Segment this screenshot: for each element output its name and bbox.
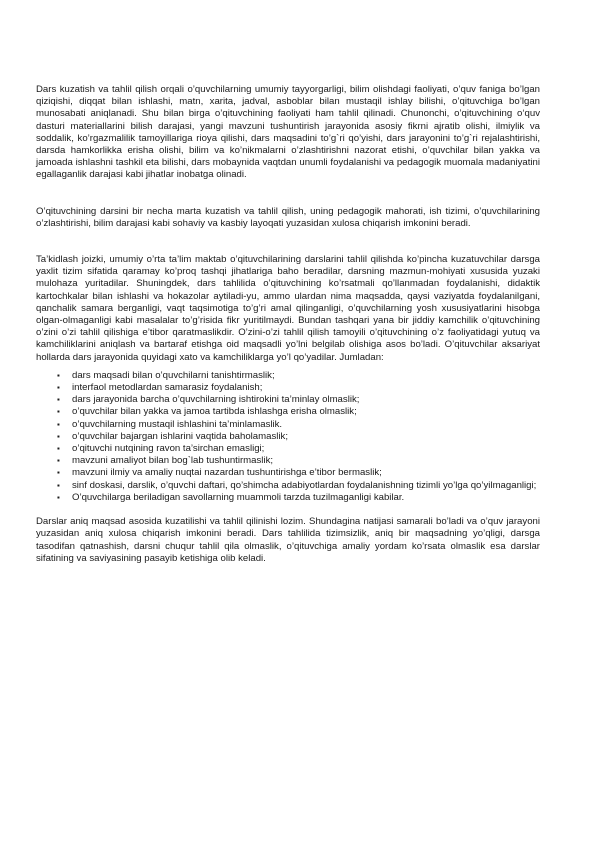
list-item-text: dars maqsadi bilan o’quvchilarni tanishtirmaslik; — [72, 369, 275, 381]
paragraph-spacer — [36, 230, 540, 254]
document-page — [36, 84, 540, 565]
paragraph-1: Dars kuzatish va tahlil qilish orqali o’quvchilarning umumiy tayyorgarligi, bilim olishdagi faoliyati, o’quv faniga bo’lgan qiziqishi, diqqat bilan ishlashi, matn, xarita, jadval, asboblar bilan mustaqil ishlay bilishi, o’qituvchiga bo’lgan munosabati aniqlanadi. Shu bilan birga o’qituvchining faoliyati ham tahlil qilinadi. Chunonchi, o’qituvchining o‘quv dasturi materiallarini bilish darajasi, yangi mavzuni tushuntirish jarayonida asosiy fikrni ajratib olishi, ilmiylik va soddalik, ko’rgazmalilik tamoyillariga rioya qilishi, dars maqsadini to’g`ri qo’yishi, dars jarayonini to’g`ri rejalashtirishi, darsda hamkorlikka erisha olishi, bilim va ko’nikmalarni o’zlashtirishni nazorat etishi, o’quvchilar bilan yakka va jamoada ishlashni tashkil eta bilishi, dars mobaynida vaqtdan unumli foydalanishi va pedagogik muomala madaniyatini egallaganlik darajasi kabi jihatlar inobatga olinadi. — [36, 84, 540, 181]
list-item — [36, 370, 540, 382]
list-item-text: O’quvchilarga beriladigan savollarning muammoli tarzda tuzilmaganligi kabilar. — [72, 491, 405, 503]
bullet-icon: ▪ — [57, 468, 60, 478]
bullet-icon: ▪ — [57, 456, 60, 466]
bullet-icon: ▪ — [57, 480, 60, 490]
bullet-icon: ▪ — [57, 370, 60, 380]
bullet-icon: ▪ — [57, 419, 60, 429]
list-item-text: dars jarayonida barcha o’quvchilarning ishtirokini ta’minlay olmaslik; — [72, 394, 360, 406]
bullet-icon: ▪ — [57, 444, 60, 454]
list-item — [36, 480, 540, 492]
paragraph-spacer — [36, 504, 540, 516]
list-item-text: o’quvchilarning mustaqil ishlashini ta’minlamaslik. — [72, 418, 283, 430]
paragraph-2: O’qituvchining darsini bir necha marta kuzatish va tahlil qilish, uning pedagogik mahorati, ish tizimi, o’quvchilarining o’zlashtirishi, bilim darajasi kabi sohaviy va kasbiy layoqati yuzasidan xulosa chiqarish imkonini beradi. — [36, 205, 540, 229]
list-item-text: o’quvchilar bilan yakka va jamoa tartibda ishlashga erisha olmaslik; — [72, 406, 357, 418]
paragraph-3: Ta’kidlash joizki, umumiy o’rta ta’lim maktab o’qituvchilarining darslarini tahlil qilishda ko’pincha kuzatuvchilar darsga yaxlit tizim sifatida qaramay ko’proq tashqi jihatlariga baho beradilar, darsning mazmun-mohiyati xususida yuzaki mulohaza yuritadilar. Shuningdek, dars tahlilida o’qituvchining ko’rsatmali qo’llanmadan foydalanishi, didaktik kartochkalar bilan ishlashi va hokazolar aytiladi-yu, ammo ulardan nima maqsadda, qaysi vaziyatda foydalanilgani, qanchalik samara berganligi, vaqt taqsimotiga to’g’ri amal qilinganligi, o’quvchilarning yosh xususiyatlarini hisobga olgan-olmaganligi kabi masalalar to’g’risida fikr yuritilmaydi. Bundan tashqari yana bir jiddiy kamchilik o’qituvchining o’zini o’zi tahlil qilishiga e’tibor qaratmaslikdir. O’zini-o’zi tahlil qilish tamoyili o’qituvchining o’z faoliyatidagi yutuq va kamchiliklarini aniqlash va bartaraf etishga oid maqsadli yo’lni belgilab olishiga asos bo’ladi. O’qituvchilar aksariyat hollarda dars jarayonida quyidagi xato va kamchiliklarga yo’l qo’yadilar. Jumladan: — [36, 254, 540, 363]
bullet-icon: ▪ — [57, 492, 60, 502]
paragraph-spacer — [36, 182, 540, 206]
list-item — [36, 455, 540, 467]
list-item-text: o’quvchilar bajargan ishlarini vaqtida baholamaslik; — [72, 430, 288, 442]
list-item-text: mavzuni ilmiy va amaliy nuqtai nazardan tushuntirishga e’tibor bermaslik; — [72, 467, 382, 479]
list-item-text: interfaol metodlardan samarasiz foydalanish; — [72, 382, 263, 394]
list-item — [36, 467, 540, 479]
list-item — [36, 419, 540, 431]
bullet-list — [36, 370, 540, 504]
paragraph-4: Darslar aniq maqsad asosida kuzatilishi va tahlil qilinishi lozim. Shundagina natijasi samarali bo’ladi va o’quv jarayoni yuzasidan aniq xulosa chiqarish imkonini beradi. Dars tahlilida tizimsizlik, aniq bir maqsadning yo’qligi, darsga tasodifan qatnashish, darsni chuqur tahlil qila olmaslik, o’qituvchiga amaliy yordam ko’rsata olmaslik esa darslar sifatining va saviyasining pasayib ketishiga olib keladi. — [36, 516, 540, 564]
list-item-text: o’qituvchi nutqining ravon ta’sirchan emasligi; — [72, 443, 265, 455]
list-item — [36, 443, 540, 455]
bullet-icon: ▪ — [57, 407, 60, 417]
list-item-text: sinf doskasi, darslik, o’quvchi daftari, qo’shimcha adabiyotlardan foydalanishning tizimli yo’lga qo’yilmaganligi; — [72, 479, 537, 491]
bullet-icon: ▪ — [57, 431, 60, 441]
list-item — [36, 394, 540, 406]
list-item — [36, 492, 540, 504]
bullet-icon: ▪ — [57, 395, 60, 405]
list-item — [36, 382, 540, 394]
list-item — [36, 406, 540, 418]
bullet-icon: ▪ — [57, 383, 60, 393]
list-item-text: mavzuni amaliyot bilan bog`lab tushuntirmaslik; — [72, 455, 274, 467]
list-item — [36, 431, 540, 443]
